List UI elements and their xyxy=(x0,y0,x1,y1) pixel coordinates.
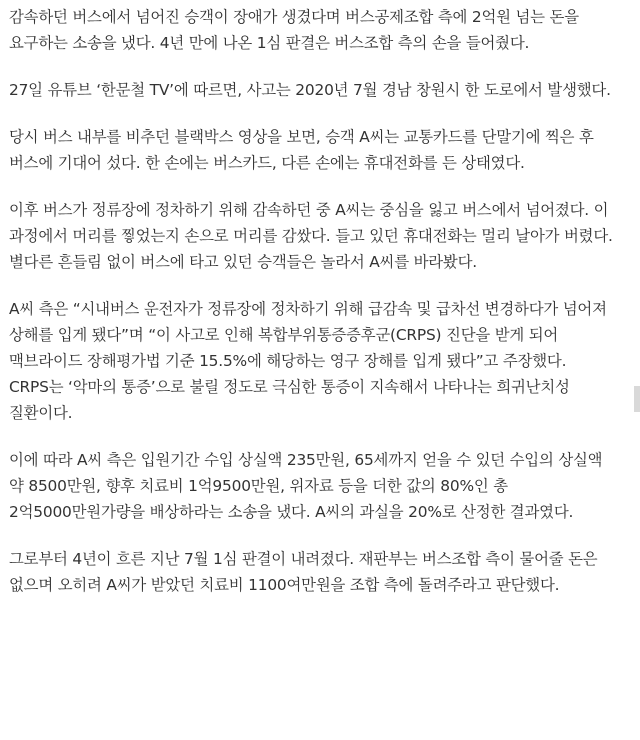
article-paragraph-3: 당시 버스 내부를 비추던 블랙박스 영상을 보면, 승객 A씨는 교통카드를 단말기에 찍은 후 버스에 기대어 섰다. 한 손에는 버스카드, 다른 손에는 휴대전화를 든 상태였다. xyxy=(9,128,594,172)
article-paragraph-6: 이에 따라 A씨 측은 입원기간 수입 상실액 235만원, 65세까지 얻을 수 있던 수입의 상실액 약 8500만원, 향후 치료비 1억9500만원, 위자료 등을 더한 값의 80%인 총 2억5000만원가량을 배상하라는 소송을 냈다. A씨의 과실을 20%로 산정한 결과였다. xyxy=(9,451,603,521)
article-paragraph-7: 그로부터 4년이 흐른 지난 7월 1심 판결이 내려졌다. 재판부는 버스조합 측이 물어줄 돈은 없으며 오히려 A씨가 받았던 치료비 1100여만원을 조합 측에 돌려주라고 판단했다. xyxy=(9,550,598,594)
scrollbar-thumb[interactable] xyxy=(634,386,640,412)
article-paragraph-5: A씨 측은 “시내버스 운전자가 정류장에 정차하기 위해 급감속 및 급차선 변경하다가 넘어져 상해를 입게 됐다”며 “이 사고로 인해 복합부위통증증후군(CRPS) 진단을 받게 되어 맥브라이드 장해평가법 기준 15.5%에 해당하는 영구 장해를 입게 됐다”고 주장했다. CRPS는 ‘악마의 통증’으로 불릴 정도로 극심한 통증이 지속해서 나타나는 희귀난치성 질환이다. xyxy=(9,300,607,422)
article-paragraph-1: 감속하던 버스에서 넘어진 승객이 장애가 생겼다며 버스공제조합 측에 2억원 넘는 돈을 요구하는 소송을 냈다. 4년 만에 나온 1심 판결은 버스조합 측의 손을 들어줬다. xyxy=(9,8,579,52)
article-paragraph-2: 27일 유튜브 ‘한문철 TV’에 따르면, 사고는 2020년 7월 경남 창원시 한 도로에서 발생했다. xyxy=(9,81,611,99)
article-paragraph-4: 이후 버스가 정류장에 정차하기 위해 감속하던 중 A씨는 중심을 잃고 버스에서 넘어졌다. 이 과정에서 머리를 찧었는지 손으로 머리를 감쌌다. 들고 있던 휴대전화는 멀리 날아가 버렸다. 별다른 흔들림 없이 버스에 타고 있던 승객들은 놀라서 A씨를 바라봤다. xyxy=(9,201,613,271)
article-body xyxy=(9,4,621,619)
